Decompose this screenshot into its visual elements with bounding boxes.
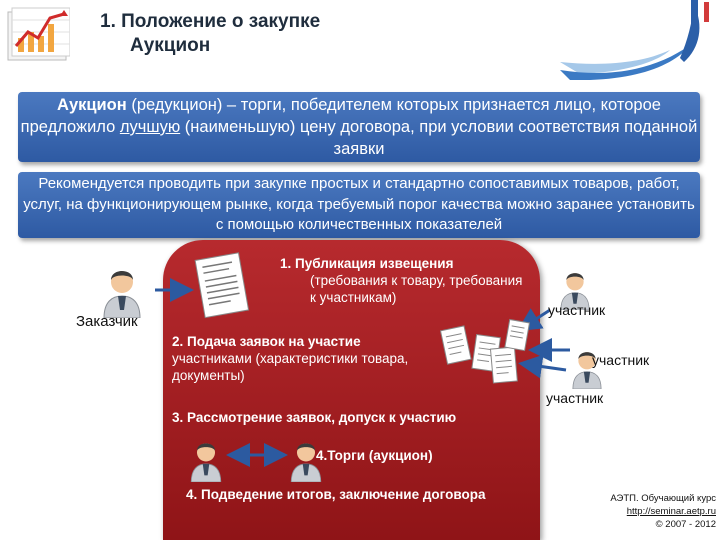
step-application	[172, 333, 472, 384]
participant-label-1: участник	[548, 302, 606, 318]
definition-underlined: лучшую	[119, 118, 181, 136]
step1-detail: (требования к товару, требования к участникам)	[310, 273, 523, 305]
footer-copyright: © 2007 - 2012	[655, 519, 716, 530]
chart-logo-icon	[6, 6, 70, 64]
definition-text-part1: (редукцион) – торги, победителем которых признается лицо, которое предложило	[20, 96, 661, 136]
footer-credits	[560, 492, 716, 531]
step-review: 3. Рассмотрение заявок, допуск к участию	[172, 410, 457, 425]
document-icon	[504, 318, 530, 354]
step-publication	[280, 255, 530, 306]
swoosh-logo-icon	[560, 0, 720, 80]
participant-label-2: участник	[592, 352, 650, 368]
title-line1: 1. Положение о закупке	[100, 11, 321, 32]
title-line2: Аукцион	[130, 35, 211, 56]
definition-box	[18, 92, 700, 162]
footer-course: АЭТП. Обучающий курс	[610, 493, 716, 504]
customer-label: Заказчик	[76, 313, 138, 330]
definition-text-part2: (наименьшую) цену договора, при условии соответствия поданной заявки	[180, 118, 698, 158]
footer-url-link[interactable]: http://seminar.aetp.ru	[626, 506, 716, 517]
bidder-person-icon	[186, 436, 226, 482]
document-icon	[192, 250, 254, 322]
slide-title	[100, 10, 540, 58]
arrow-participant3	[524, 364, 566, 370]
definition-term: Аукцион	[57, 96, 127, 114]
recommendation-text: Рекомендуется проводить при закупке простых и стандартно сопоставимых товаров, работ, услуг, на функционирующем рынке, когда требуемый порог качества можно заранее установить с помощью количественных показателей	[23, 175, 695, 233]
customer-person-icon	[98, 262, 146, 318]
step1-title: 1. Публикация извещения	[280, 256, 454, 271]
step2-detail: участниками (характеристики товара, документы)	[172, 351, 409, 383]
step-auction: 4.Торги (аукцион)	[316, 448, 433, 463]
participant-label-3: участник	[546, 390, 604, 406]
step-results: 4. Подведение итогов, заключение договора	[186, 487, 486, 502]
recommendation-box	[18, 172, 700, 238]
step2-title: 2. Подача заявок на участие	[172, 334, 361, 349]
